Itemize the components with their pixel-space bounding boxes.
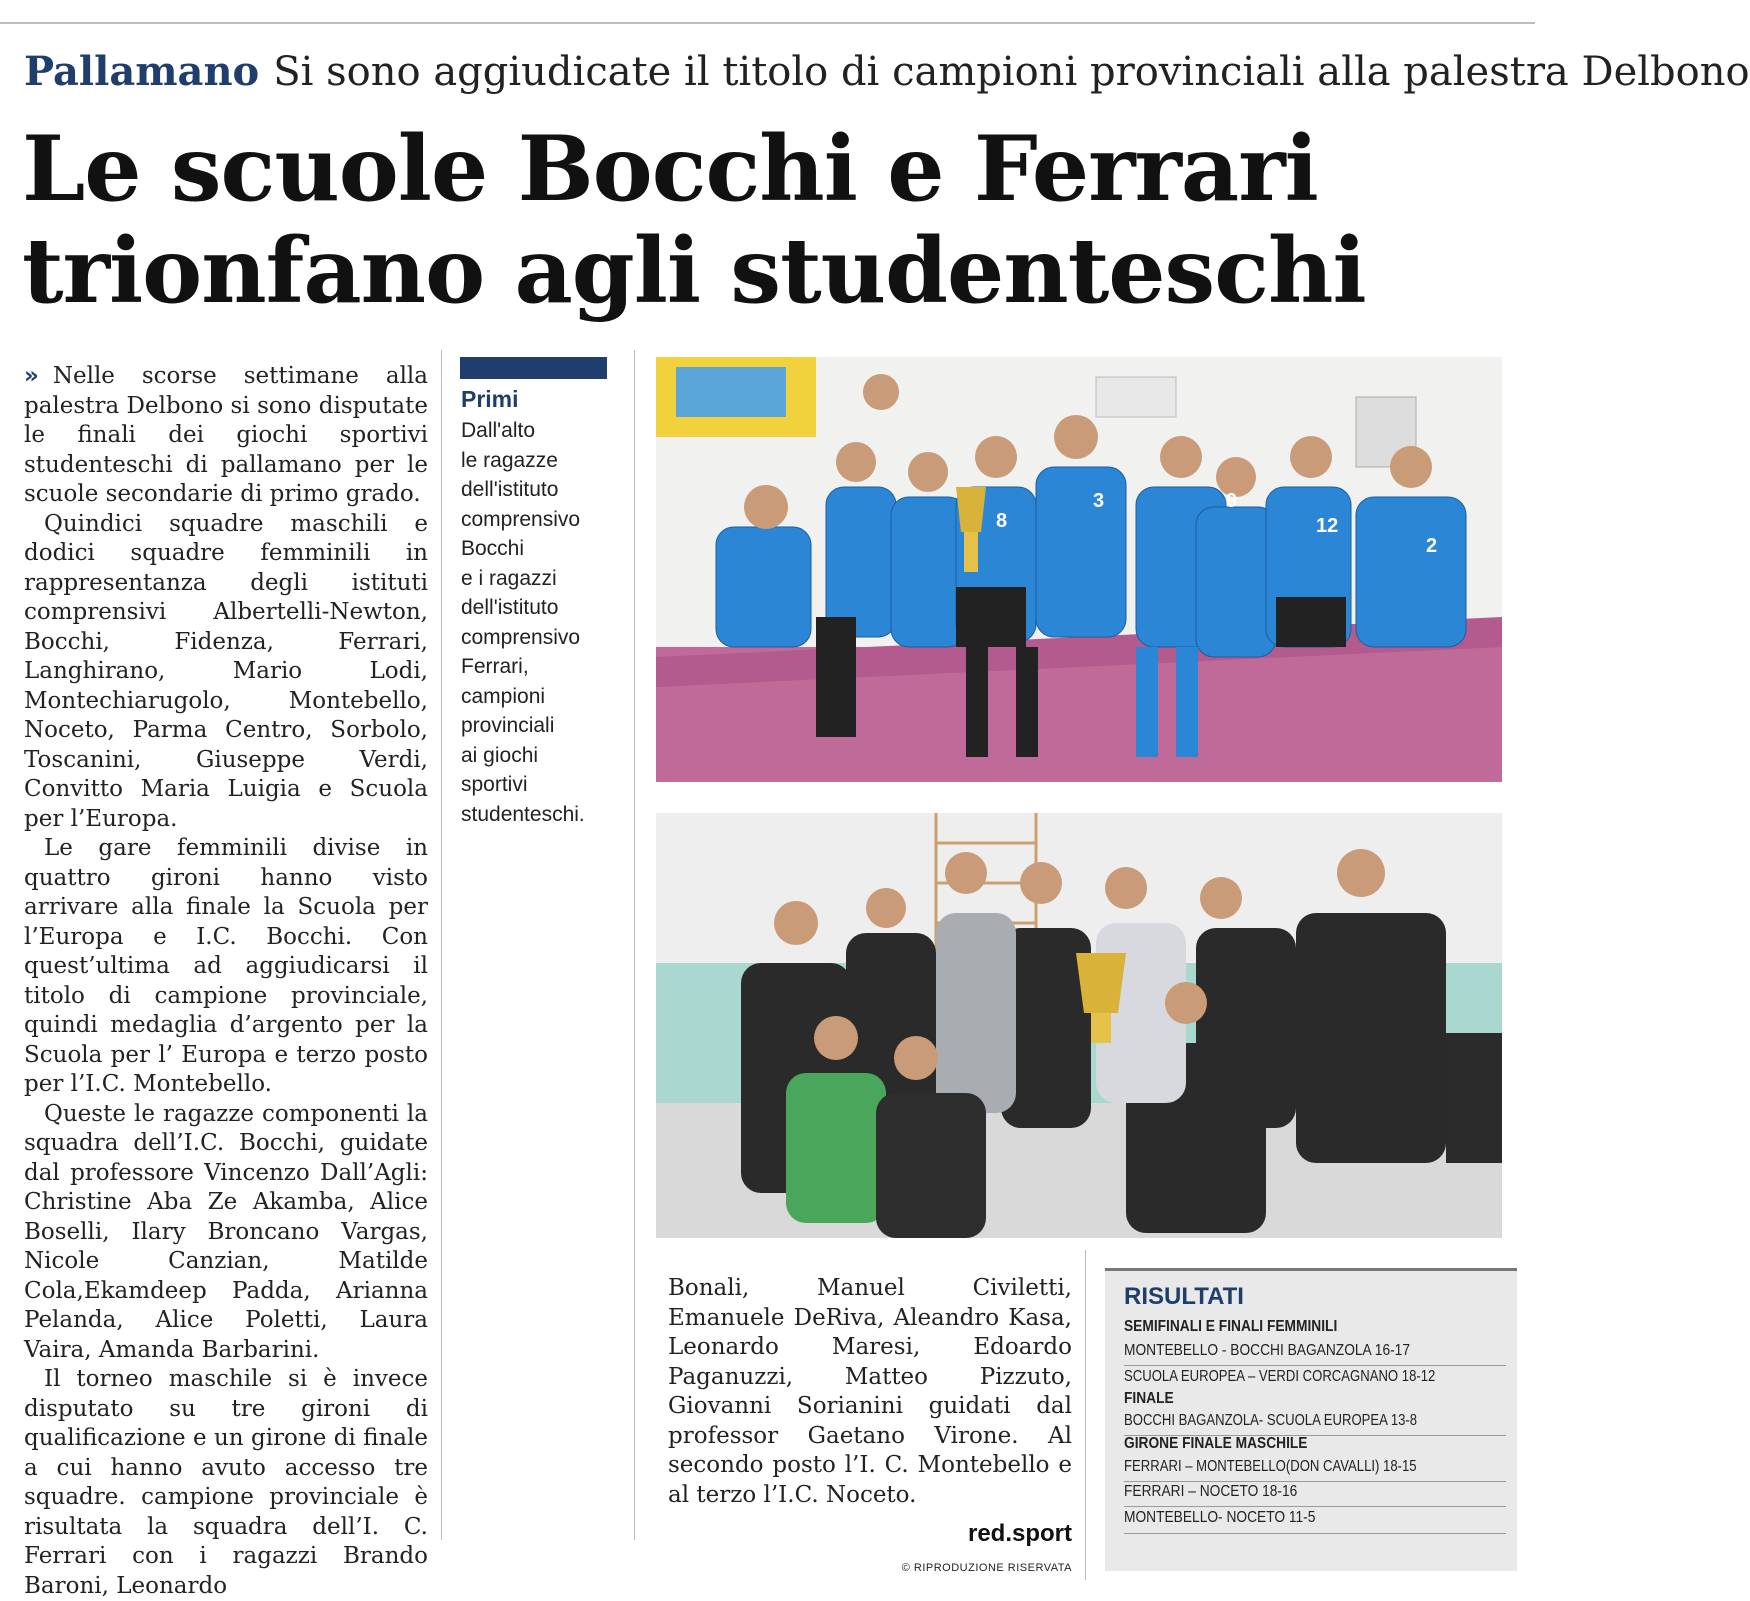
- results-title: RISULTATI: [1124, 1283, 1244, 1310]
- copyright-notice: © RIPRODUZIONE RISERVATA: [901, 1562, 1072, 1574]
- results-box: [1105, 1268, 1517, 1571]
- article-paragraph: Le gare femminili divise in quattro gironi hanno visto arrivare alla finale la Scuola per l’Europa e I.C. Bocchi. Con quest’ultima ad aggiudicarsi il titolo di campione provinciale, quindi medaglia d’argento per la Scuola per l’ Europa e terzo posto per l’I.C. Montebello.: [24, 835, 428, 1097]
- results-separator: [1124, 1533, 1506, 1534]
- lead-quote-icon: »: [24, 363, 39, 389]
- headline: [22, 118, 1502, 322]
- results-heading: GIRONE FINALE MASCHILE: [1124, 1435, 1308, 1452]
- column-divider: [1085, 1250, 1086, 1580]
- results-line: FERRARI – MONTEBELLO(DON CAVALLI) 18-15: [1124, 1458, 1417, 1475]
- article-paragraph: Queste le ragazze componenti la squadra dell’I.C. Bocchi, guidate dal professore Vincenzo Dall’Agli: Christine Aba Ze Akamba, Alice Boselli, Ilary Broncano Vargas, Nicole Canzian, Matilde Cola,Ekamdeep Padda, Arianna Pelanda, Alice Poletti, Laura Vaira, Amanda Barbarini.: [24, 1100, 428, 1363]
- results-line: MONTEBELLO - BOCCHI BAGANZOLA 16-17: [1124, 1342, 1410, 1359]
- jersey-number: 9: [1226, 490, 1238, 512]
- article-paragraph: » Nelle scorse settimane alla palestra Delbono si sono disputate le finali dei giochi sportivi studenteschi di pallamano per le scuole secondarie di primo grado.: [24, 363, 428, 507]
- results-line: MONTEBELLO- NOCETO 11-5: [1124, 1509, 1316, 1526]
- results-separator: [1124, 1365, 1506, 1366]
- results-heading: FINALE: [1124, 1390, 1174, 1407]
- results-line: FERRARI – NOCETO 18-16: [1124, 1483, 1298, 1500]
- jersey-number: 12: [1316, 515, 1339, 537]
- results-heading: SEMIFINALI E FINALI FEMMINILI: [1124, 1318, 1338, 1335]
- photo-caption: Dall'alto le ragazze dell'istituto comprensivo Bocchi e i ragazzi dell'istituto comprensivo Ferrari, campioni provinciali ai giochi sportivi studenteschi.: [461, 419, 585, 826]
- results-separator: [1124, 1506, 1506, 1507]
- photo-boys-team: [656, 813, 1502, 1238]
- kicker-text: Si sono aggiudicate il titolo di campioni provinciali alla palestra Delbono: [273, 49, 1750, 95]
- article-column-1: [24, 362, 428, 1601]
- column-divider: [441, 350, 442, 1540]
- article-paragraph: Quindici squadre maschili e dodici squadre femminili in rappresentanza degli istituti comprensivi Albertelli-Newton, Bocchi, Fidenza, Ferrari, Langhirano, Mario Lodi, Montechiarugolo, Montebello, Noceto, Parma Centro, Sorbolo, Toscanini, Giuseppe Verdi, Convitto Maria Luigia e Scuola per l’Europa.: [24, 510, 428, 832]
- results-line: SCUOLA EUROPEA – VERDI CORCAGNANO 18-12: [1124, 1368, 1436, 1385]
- jersey-number: 3: [1093, 490, 1105, 512]
- article-paragraph: Bonali, Manuel Civiletti, Emanuele DeRiva, Aleandro Kasa, Leonardo Maresi, Edoardo Paganuzzi, Matteo Pizzuto, Giovanni Sorianini guidati dal professor Gaetano Virone. Al secondo posto l’I. C. Montebello e al terzo l’I.C. Noceto.: [668, 1275, 1072, 1508]
- results-separator: [1124, 1481, 1506, 1482]
- results-line: BOCCHI BAGANZOLA- SCUOLA EUROPEA 13-8: [1124, 1412, 1418, 1429]
- caption-title: Primi: [461, 386, 519, 412]
- jersey-number: 2: [1426, 535, 1438, 557]
- top-rule: [0, 22, 1535, 24]
- headline-line-1: Le scuole Bocchi e Ferrari: [22, 116, 1318, 222]
- article-column-3: [668, 1274, 1072, 1510]
- caption-accent-bar: [460, 357, 607, 379]
- column-divider: [634, 350, 635, 1540]
- byline: red.sport: [967, 1520, 1072, 1547]
- photo-girls-team: [656, 357, 1502, 782]
- jersey-number: 8: [996, 510, 1008, 532]
- kicker: [24, 46, 1750, 98]
- headline-line-2: trionfano agli studenteschi: [22, 218, 1366, 324]
- article-paragraph: Il torneo maschile si è invece disputato su tre gironi di qualificazione e un girone di finale a cui hanno avuto accesso tre squadre. campione provinciale è risultata la squadra dell’I. C. Ferrari con i ragazzi Brando Baroni, Leonardo: [24, 1366, 428, 1599]
- section-label: Pallamano: [24, 48, 260, 95]
